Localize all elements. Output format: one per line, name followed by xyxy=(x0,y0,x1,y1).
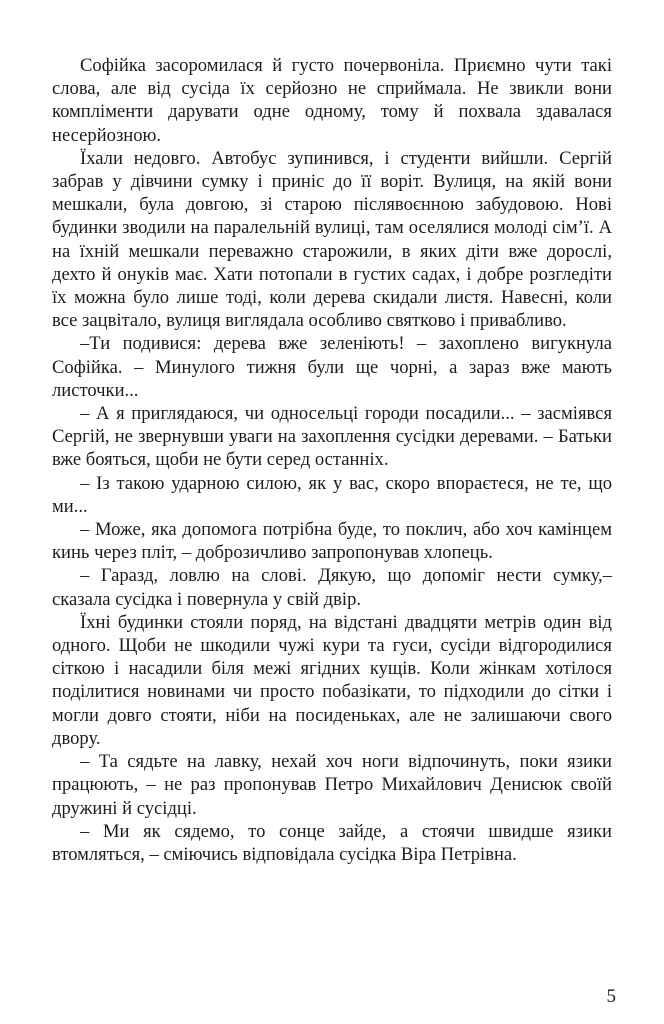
page-body-text xyxy=(52,54,612,866)
page-number: 5 xyxy=(606,986,616,1007)
dialogue-line: – Із такою ударною силою, як у вас, скоро впораєтеся, не те, що ми... xyxy=(52,472,612,517)
dialogue-line: – А я приглядаюся, чи односельці городи посадили... – засміявся Сергій, не звернувши уваги на захоплення сусідки деревами. – Батьки вже бояться, щоби не бути серед останніх. xyxy=(52,403,612,471)
dialogue-line: – Гаразд, ловлю на слові. Дякую, що допоміг нести сумку,– сказала сусідка і повернула у свій двір. xyxy=(52,565,612,610)
dialogue-line: –Ти подивися: дерева вже зеленіють! – захоплено вигукнула Софійка. – Минулого тижня були ще чорні, а зараз вже мають листочки... xyxy=(52,333,612,401)
paragraph: Їхні будинки стояли поряд, на відстані двадцяти метрів один від одного. Щоби не шкодили чужі кури та гуси, сусіди відгородилися сіткою і насадили біля межі ягідних кущів. Коли жінкам хотілося поділитися новинами чи просто побазікати, то підходили до сітки і могли довго стояти, ніби на посиденьках, але не залишаючи свого двору. xyxy=(52,611,612,749)
dialogue-line: – Та сядьте на лавку, нехай хоч ноги відпочинуть, поки язики працюють, – не раз пропонував Петро Михайлович Денисюк своїй дружині й сусідці. xyxy=(52,751,612,819)
dialogue-line: – Може, яка допомога потрібна буде, то поклич, або хоч камінцем кинь через пліт, – доброзичливо запропонував хлопець. xyxy=(52,519,612,564)
dialogue-line: – Ми як сядемо, то сонце зайде, а стоячи швидше язики втомляться, – сміючись відповідала сусідка Віра Петрівна. xyxy=(52,820,612,865)
paragraph: Софійка засоромилася й густо почервоніла. Приємно чути такі слова, але від сусіда їх серйозно не сприймала. Не звикли вони компліменти дарувати одне одному, тому й похвала здавалася несерйозною. xyxy=(52,55,612,146)
paragraph: Їхали недовго. Автобус зупинився, і студенти вийшли. Сергій забрав у дівчини сумку і приніс до її воріт. Вулиця, на якій вони мешкали, була довгою, зі старою післявоєнною забудовою. Нові будинки зводили на паралельній вулиці, там оселялися молоді сім’ї. А на їхній мешкали переважно старожили, в яких діти вже дорослі, дехто й онуків має. Хати потопали в густих садах, і добре розгледіти їх можна було лише тоді, коли дерева скидали листя. Навесні, коли все зацвітало, вулиця виглядала особливо святково і привабливо. xyxy=(52,147,612,332)
